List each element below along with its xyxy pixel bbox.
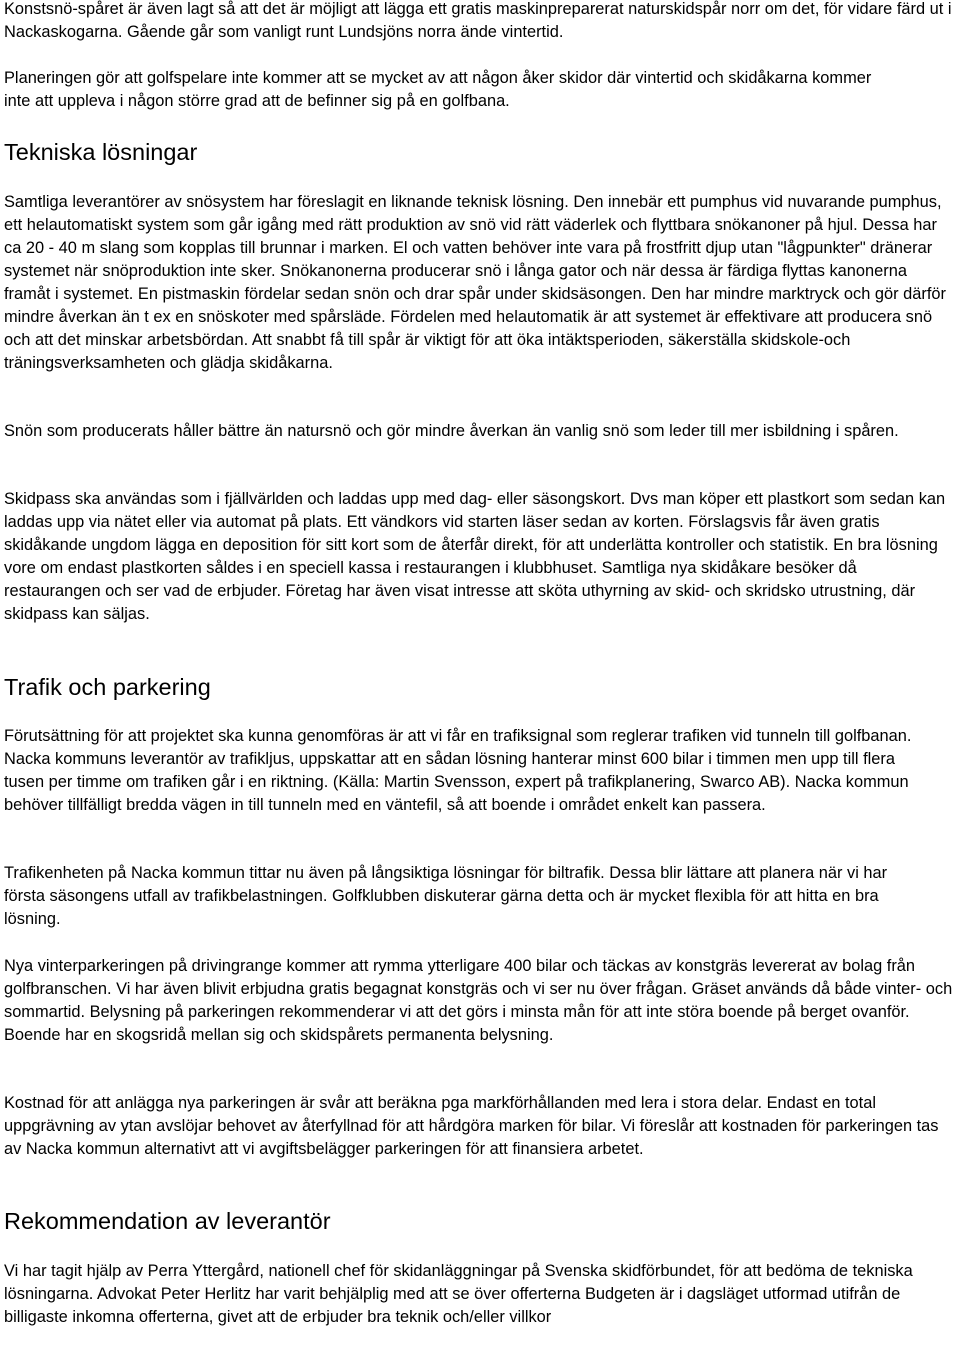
trafik-paragraph-2: Trafikenheten på Nacka kommun tittar nu även på långsiktiga lösningar för biltrafik. Dessa blir lättare att planera när vi har första säsongens utfall av trafikbelastningen. Golfklubben diskuterar gärna detta och är mycket flexibla för att hitta en bra lösning. xyxy=(4,864,888,928)
tekniska-paragraph-2: Snön som producerats håller bättre än natursnö och gör mindre åverkan än vanlig snö som leder till mer isbildning i spåren. xyxy=(4,422,899,440)
tekniska-paragraph-3: Skidpass ska användas som i fjällvärlden och laddas upp med dag- eller säsongskort. Dvs man köper ett plastkort som sedan kan laddas upp via nätet eller via automat på plats. Ett vändkors vid starten läser sedan av korten. Förslagsvis får även gratis skidåkande ungdom lägga en deposition för sitt kort som de återfår direkt, för att underlätta kontroller och statistik. En bra lösning vore om endast plastkorten såldes i en speciell kassa i restaurangen i klubbhuset. Samtliga nya skidåkare besöker då restaurangen och ser vad de erbjuder. Företag har även visat intresse att sköta uthyrning av skid- och skridsko utrustning, där skidpass kan säljas. xyxy=(4,490,946,623)
tekniska-paragraph-1: Samtliga leverantörer av snösystem har föreslagit en liknande teknisk lösning. Den innebär ett pumphus vid nuvarande pumphus, ett helautomatiskt system som går igång med rätt produktion av snö vid rätt väderlek och flyttbara snökanoner på hjul. Dessa har ca 20 - 40 m slang som kopplas till brunnar i marken. El och vatten behöver inte vara på frostfritt djup utan "lågpunkter" dränerar systemet när snöproduktion inte sker. Snökanonerna producerar snö i långa gator och när dessa är färdiga flyttas kanonerna framåt i systemet. En pistmaskin fördelar sedan snön och drar spår under skidsäsongen. Den har mindre marktryck och gör därför mindre åverkan än t ex en snöskoter med spårsläde. Fördelen med helautomatik är att systemet är effektivare att producera snö och att det minskar arbetsbördan. Att snabbt få till spår är viktigt för att öka intäktsperioden, säkerställa skidskole-och träningsverksamheten och glädja skidåkarna. xyxy=(4,193,946,372)
rekommendation-paragraph-1: Vi har tagit hjälp av Perra Yttergård, nationell chef för skidanläggningar på Svenska skidförbundet, för att bedöma de tekniska lösningarna. Advokat Peter Herlitz har varit behjälplig med att se över offerterna Budgeten är i dagsläget utformad utifrån de billigaste inkomna offerterna, givet att de erbjuder bra teknik och/eller villkor xyxy=(4,1262,913,1326)
trafik-paragraph-3: Nya vinterparkeringen på drivingrange kommer att rymma ytterligare 400 bilar och täckas av konstgräs levererat av bolag från golfbranschen. Vi har även blivit erbjudna gratis begagnat konstgräs och vi ser nu över frågan. Gräset används då både vinter- och sommartid. Belysning på parkeringen rekommenderar vi att det görs i minsta mån för att inte störa boende på berget ovanför. Boende har en skogsridå mellan sig och skidspårets permanenta belysning. xyxy=(4,957,953,1044)
trafik-paragraph-4: Kostnad för att anlägga nya parkeringen är svår att beräkna pga markförhållanden med lera i stora delar. Endast en total uppgrävning av ytan avslöjar behovet av återfyllnad för att hårdgöra marken för bilar. Vi föreslår att kostnaden för parkeringen tas av Nacka kommun alternativt att vi avgiftsbelägger parkeringen för att finansiera arbetet. xyxy=(4,1094,939,1158)
section-heading-tekniska: Tekniska lösningar xyxy=(4,139,198,165)
section-heading-rekommendation: Rekommendation av leverantör xyxy=(4,1208,331,1234)
section-heading-trafik: Trafik och parkering xyxy=(4,674,211,700)
intro-paragraph-1: Konstsnö-spåret är även lagt så att det är möjligt att lägga ett gratis maskinpreparerat naturskidspår norr om det, för vidare färd ut i Nackaskogarna. Gående går som vanligt runt Lundsjöns norra ände vintertid. xyxy=(4,0,952,41)
trafik-paragraph-1: Förutsättning för att projektet ska kunna genomföras är att vi får en trafiksignal som reglerar trafiken vid tunneln till golfbanan. Nacka kommuns leverantör av trafikljus, uppskattar att en sådan lösning hanterar minst 600 bilar i timmen men upp till flera tusen per timme om trafiken går i en riktning. (Källa: Martin Svensson, expert på trafikplanering, Swarco AB). Nacka kommun behöver tillfälligt bredda vägen in till tunneln med en väntefil, så att boende i området enkelt kan passera. xyxy=(4,727,912,814)
intro-paragraph-2: Planeringen gör att golfspelare inte kommer att se mycket av att någon åker skidor där vintertid och skidåkarna kommer inte att uppleva i någon större grad att de befinner sig på en golfbana. xyxy=(4,69,872,110)
